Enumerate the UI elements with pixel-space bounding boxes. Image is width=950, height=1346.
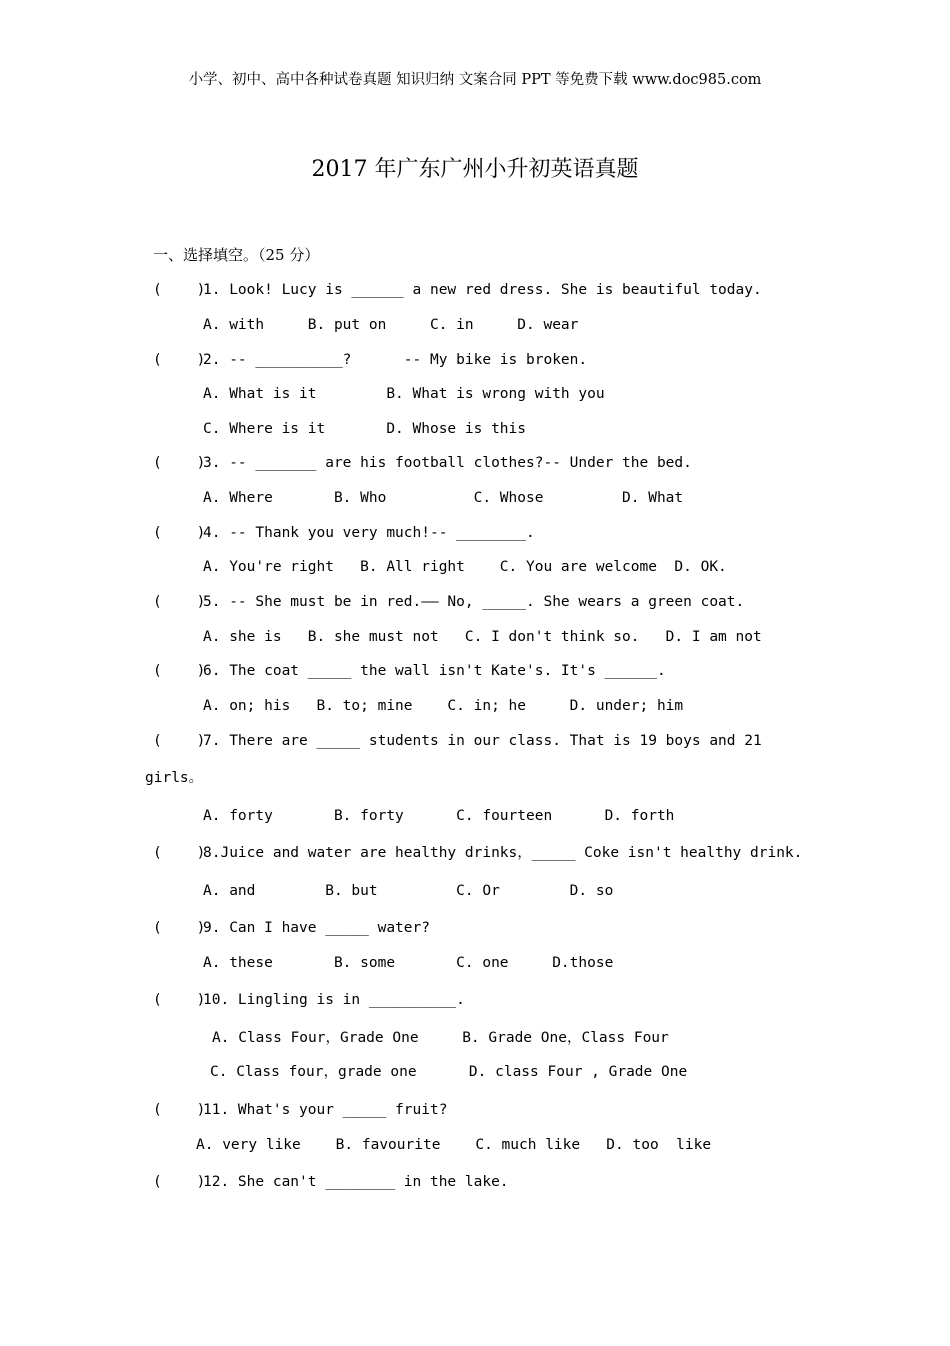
question-stem: 12. She can't ________ in the lake. [203,1174,509,1190]
question-stem: 8.Juice and water are healthy drinks，_____ Coke isn't healthy drink. [203,845,803,861]
answer-bracket: ( ) [153,920,206,936]
question-stem: 4. -- Thank you very much!-- ________. [203,525,535,541]
question-options: A. these B. some C. one D.those [203,955,614,971]
answer-bracket: ( ) [153,594,206,610]
question-stem: 7. There are _____ students in our class. That is 19 boys and 21 [203,733,762,749]
question-options: A. What is it B. What is wrong with you [203,386,605,402]
question-stem: 3. -- _______ are his football clothes?-- Under the bed. [203,455,692,471]
question-options: A. You're right B. All right C. You are welcome D. OK. [203,559,727,575]
section-heading: 一、选择填空。（25 分） [153,246,320,264]
answer-bracket: ( ) [153,992,206,1008]
answer-bracket: ( ) [153,1174,206,1190]
question-stem: 1. Look! Lucy is ______ a new red dress. She is beautiful today. [203,282,762,298]
question-stem: 10. Lingling is in __________. [203,992,465,1008]
answer-bracket: ( ) [153,282,206,298]
question-options: C. Class four，grade one D. class Four , Grade One [210,1064,688,1080]
question-options: A. forty B. forty C. fourteen D. forth [203,808,675,824]
question-options: A. very like B. favourite C. much like D. too like [196,1137,712,1153]
question-options: A. with B. put on C. in D. wear [203,317,579,333]
page-header: 小学、初中、高中各种试卷真题 知识归纳 文案合同 PPT 等免费下载 www.doc985.com [188,72,762,88]
question-options: A. on; his B. to; mine C. in; he D. under; him [203,698,684,714]
question-options: C. Where is it D. Whose is this [203,421,527,437]
question-stem: 5. -- She must be in red.—— No, _____. She wears a green coat. [203,594,745,610]
question-stem-continued: girls。 [145,770,204,786]
answer-bracket: ( ) [153,663,206,679]
answer-bracket: ( ) [153,845,206,861]
question-options: A. she is B. she must not C. I don't think so. D. I am not [203,629,762,645]
question-stem: 11. What's your _____ fruit? [203,1102,448,1118]
question-stem: 2. -- __________? -- My bike is broken. [203,352,588,368]
answer-bracket: ( ) [153,352,206,368]
answer-bracket: ( ) [153,525,206,541]
question-options: A. Class Four，Grade One B. Grade One，Class Four [212,1030,669,1046]
answer-bracket: ( ) [153,455,206,471]
answer-bracket: ( ) [153,1102,206,1118]
question-stem: 6. The coat _____ the wall isn't Kate's. It's ______. [203,663,666,679]
page-title: 2017 年广东广州小升初英语真题 [311,157,639,182]
question-options: A. Where B. Who C. Whose D. What [203,490,684,506]
answer-bracket: ( ) [153,733,206,749]
question-options: A. and B. but C. Or D. so [203,883,614,899]
question-stem: 9. Can I have _____ water? [203,920,430,936]
